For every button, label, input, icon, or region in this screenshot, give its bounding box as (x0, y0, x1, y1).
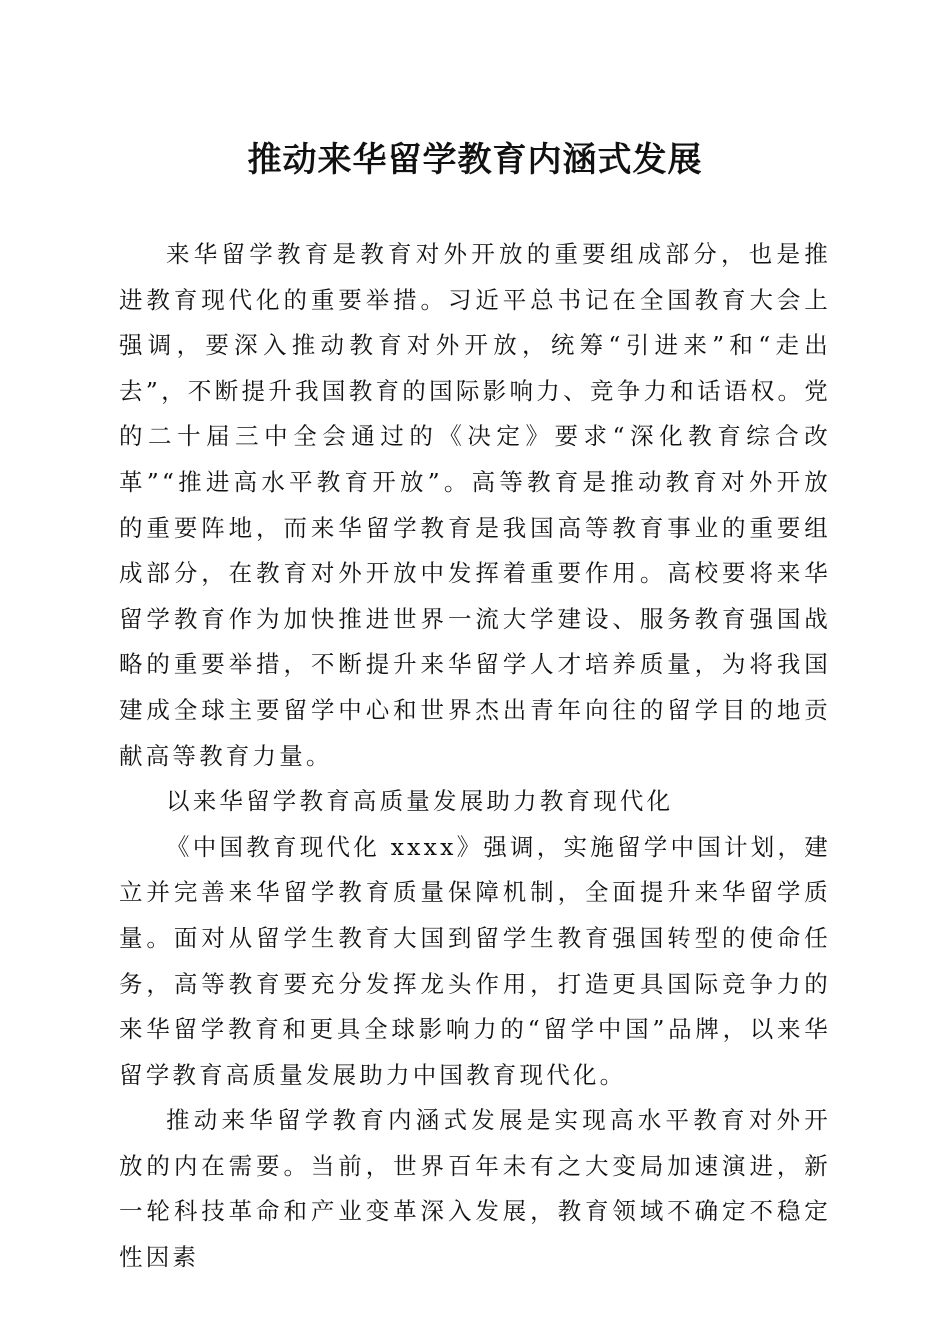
document-title: 推动来华留学教育内涵式发展 (247, 140, 703, 180)
document-body (119, 232, 831, 1281)
section-heading: 以来华留学教育高质量发展助力教育现代化 (166, 787, 674, 816)
paragraph-modernization: 《中国教育现代化 xxxx》强调，实施留学中国计划，建立并完善来华留学教育质量保障机制，全面提升来华留学质量。面对从留学生教育大国到留学生教育强国转型的使命任务，高等教育要充分发挥龙头作用，打造更具国际竞争力的来华留学教育和更具全球影响力的“留学中国”品牌，以来华留学教育高质量发展助力中国教育现代化。 (119, 832, 831, 1089)
paragraph-opening: 推动来华留学教育内涵式发展是实现高水平教育对外开放的内在需要。当前，世界百年未有之大变局加速演进，新一轮科技革命和产业变革深入发展，教育领域不确定不稳定性因素 (119, 1106, 831, 1272)
paragraph-intro: 来华留学教育是教育对外开放的重要组成部分，也是推进教育现代化的重要举措。习近平总书记在全国教育大会上强调，要深入推动教育对外开放，统筹“引进来”和“走出去”，不断提升我国教育的国际影响力、竞争力和话语权。党的二十届三中全会通过的《决定》要求“深化教育综合改革”“推进高水平教育开放”。高等教育是推动教育对外开放的重要阵地，而来华留学教育是我国高等教育事业的重要组成部分，在教育对外开放中发挥着重要作用。高校要将来华留学教育作为加快推进世界一流大学建设、服务教育强国战略的重要举措，不断提升来华留学人才培养质量，为将我国建成全球主要留学中心和世界杰出青年向往的留学目的地贡献高等教育力量。 (119, 240, 831, 770)
